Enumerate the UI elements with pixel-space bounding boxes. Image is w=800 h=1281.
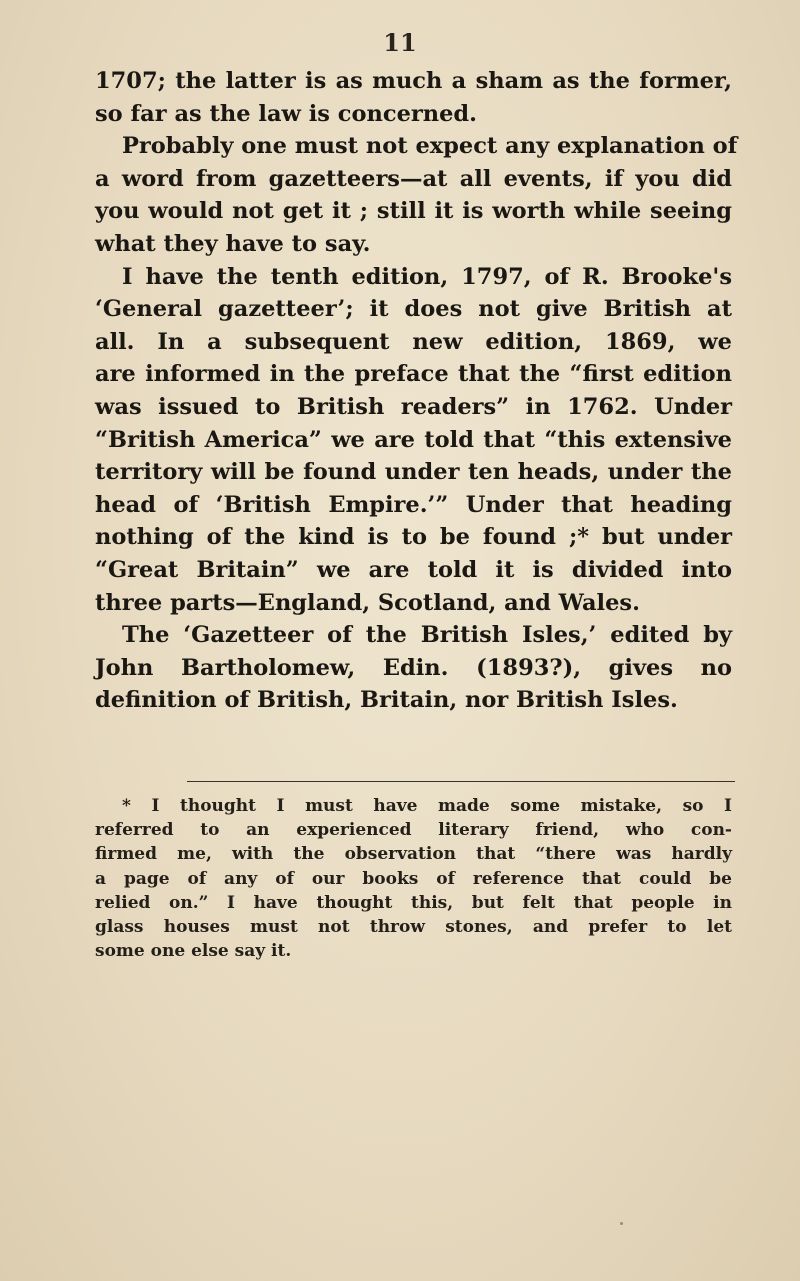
text-line: a word from gazetteers—at all events, if you did bbox=[95, 165, 732, 192]
footnote bbox=[95, 794, 732, 963]
text-line: was issued to British readers” in 1762. Under bbox=[95, 393, 732, 420]
text-line: definition of British, Britain, nor British Isles. bbox=[95, 687, 678, 714]
text-line: three parts—England, Scotland, and Wales. bbox=[95, 589, 640, 616]
text-line: I have the tenth edition, 1797, of R. Brooke's bbox=[122, 263, 732, 290]
page-number: 11 bbox=[383, 28, 417, 57]
text-line: all. In a subsequent new edition, 1869, we bbox=[95, 328, 732, 355]
text-line: you would not get it ; still it is worth while seeing bbox=[95, 198, 732, 225]
footnote-line: firmed me, with the observation that “there was hardly bbox=[95, 844, 732, 865]
text-line: head of ‘British Empire.’” Under that heading bbox=[95, 491, 732, 518]
text-line: John Bartholomew, Edin. (1893?), gives no bbox=[95, 654, 732, 681]
text-line: territory will be found under ten heads, under the bbox=[95, 459, 732, 486]
footnote-line: relied on.” I have thought this, but felt that people in bbox=[95, 892, 732, 913]
text-line: nothing of the kind is to be found ;* but under bbox=[95, 524, 732, 551]
footnote-line: a page of any of our books of reference that could be bbox=[95, 868, 732, 889]
footnote-line: referred to an experienced literary friend, who con- bbox=[95, 820, 732, 841]
text-line: ‘General gazetteer’; it does not give British at bbox=[95, 296, 732, 323]
text-line: so far as the law is concerned. bbox=[95, 100, 477, 127]
text-line: “British America” we are told that “this extensive bbox=[95, 426, 732, 453]
text-line: what they have to say. bbox=[95, 230, 371, 257]
footnote-rule bbox=[187, 781, 735, 782]
text-line: The ‘Gazetteer of the British Isles,’ edited by bbox=[122, 622, 732, 649]
text-line: are informed in the preface that the “first edition bbox=[95, 361, 732, 388]
paper-speck bbox=[620, 1222, 623, 1225]
footnote-line: * I thought I must have made some mistake, so I bbox=[122, 796, 732, 816]
text-line: Probably one must not expect any explanation of bbox=[122, 133, 738, 160]
text-line: 1707; the latter is as much a sham as the former, bbox=[95, 68, 732, 94]
body-text bbox=[95, 65, 738, 717]
footnote-line: glass houses must not throw stones, and prefer to let bbox=[95, 916, 732, 937]
footnote-line: some one else say it. bbox=[95, 941, 292, 962]
text-line: “Great Britain” we are told it is divided into bbox=[95, 556, 732, 583]
